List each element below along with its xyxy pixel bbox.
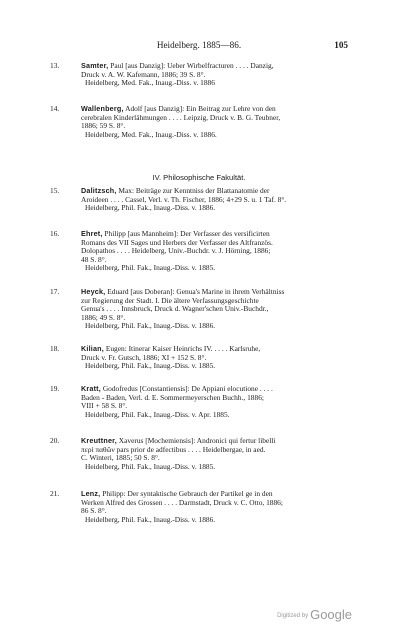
entry-text: Aroideen . . . . Cassel, Verl. v. Th. Fischer, 1886; 4+29 S. u. 1 Taf. 8°. bbox=[81, 195, 287, 204]
author-name: Heyck, bbox=[81, 288, 106, 296]
author-name: Dalitzsch, bbox=[81, 187, 117, 195]
entry-text: 1886; 49 S. 8°. bbox=[81, 313, 126, 322]
entry-text: 86 S. 8°. bbox=[81, 507, 107, 516]
entry-text: Druck v. Fr. Gutsch, 1886; XI + 152 S. 8°. bbox=[81, 353, 207, 362]
bibliography-entry bbox=[50, 187, 350, 213]
dissertation-note: Heidelberg, Phil. Fak., Inaug.-Diss. v. 1885. bbox=[85, 264, 216, 273]
entry-number: 14. bbox=[50, 104, 60, 113]
entry-text: zur Regierung der Stadt. I. Die ältere Verfassungsgeschichte bbox=[81, 296, 259, 305]
entry-text: Philipp: Der syntaktische Gebrauch der Partikel ge in den bbox=[100, 490, 273, 498]
dissertation-note: Heidelberg, Phil. Fak., Inaug.-Diss. v. 1885. bbox=[85, 362, 216, 371]
entry-text: Eduard [aus Doberan]: Genua's Marine in ihrem Verhältniss bbox=[105, 288, 285, 296]
entry-number: 15. bbox=[50, 186, 60, 195]
entry-text: Xaverus [Mochemiensis]: Andronici qui fertur libelli bbox=[116, 437, 276, 445]
section-title: IV. Philosophische Fakultät. bbox=[152, 173, 246, 182]
bibliography-entry bbox=[50, 385, 350, 419]
entry-text: 1886; 59 S. 8°. bbox=[81, 122, 126, 131]
running-header bbox=[50, 40, 348, 52]
entry-text: Philipp [aus Mannheim]: Der Verfasser des versificirten bbox=[102, 230, 270, 238]
dissertation-note: Heidelberg, Phil. Fak., Inaug.-Diss. v. Apr. 1885. bbox=[85, 410, 230, 419]
dissertation-note: Heidelberg, Phil. Fak., Inaug.-Diss. v. 1886. bbox=[85, 322, 216, 331]
entry-text: Eugen: Itinerar Kaiser Heinrichs IV. . . . . Karlsruhe, bbox=[103, 345, 261, 353]
entry-text: Genua's . . . . Innsbruck, Druck d. Wagner'schen Univ.-Buchdr., bbox=[81, 305, 269, 314]
bibliography-entry bbox=[50, 490, 350, 524]
entry-text: C. Winteri, 1885; 50 S. 8°. bbox=[81, 454, 160, 463]
bibliography-entry bbox=[50, 345, 350, 371]
entry-text: cerebralen Kinderlähmungen . . . . Leipzig, Druck v. B. G. Teubner, bbox=[81, 113, 281, 122]
watermark-prefix: Digitized by bbox=[277, 612, 309, 619]
dissertation-note: Heidelberg, Med. Fak., Inaug.-Diss. v. 1886. bbox=[85, 130, 217, 139]
bibliography-entry bbox=[50, 288, 350, 331]
bibliography-entry bbox=[50, 230, 350, 273]
dissertation-note: Heidelberg, Phil. Fak., Inaug.-Diss. v. 1886. bbox=[85, 515, 216, 524]
entry-text: Godofredus [Constantiensis]: De Appiani elocutione . . . . bbox=[100, 385, 273, 393]
entry-text: VIII + 58 S. 8°. bbox=[81, 402, 128, 411]
entry-number: 17. bbox=[50, 287, 60, 296]
digitized-watermark bbox=[277, 607, 352, 622]
entry-text: Max: Beiträge zur Kenntniss der Blattanatomie der bbox=[116, 187, 270, 195]
entry-text: Dolopathos . . . . Heidelberg, Univ.-Buchdr. v. J. Hörning, 1886; bbox=[81, 247, 271, 256]
running-title: Heidelberg. 1885—86. bbox=[156, 40, 242, 50]
entry-text: Druck v. A. W. Kafemann, 1886; 39 S. 8°. bbox=[81, 70, 206, 79]
author-name: Ehret, bbox=[81, 230, 103, 238]
watermark-brand: Google bbox=[310, 607, 352, 622]
author-name: Kreuttner, bbox=[81, 437, 117, 445]
entry-number: 16. bbox=[50, 229, 60, 238]
dissertation-note: Heidelberg, Phil. Fak., Inaug.-Diss. v. 1885. bbox=[85, 462, 216, 471]
entry-number: 18. bbox=[50, 344, 60, 353]
entry-number: 21. bbox=[50, 489, 60, 498]
author-name: Samter, bbox=[81, 62, 109, 70]
author-name: Kratt, bbox=[81, 385, 101, 393]
dissertation-note: Heidelberg, Phil. Fak., Inaug.-Diss. v. 1886. bbox=[85, 204, 216, 213]
entry-text: 48 S. 8°. bbox=[81, 255, 107, 264]
author-name: Lenz, bbox=[81, 490, 101, 498]
entry-text: Romans des VII Sages und Herbers der Verfasser des Altfranzös. bbox=[81, 238, 273, 247]
entry-text: περὶ παθῶν pars prior de adfectibus . . . . Heidelbergae, in aed. bbox=[81, 445, 266, 454]
author-name: Wallenberg, bbox=[81, 105, 124, 113]
page-number: 105 bbox=[334, 40, 348, 50]
entry-text: Paul [aus Danzig]: Ueber Wirbelfracturen . . . . Danzig, bbox=[108, 62, 274, 70]
entry-number: 20. bbox=[50, 436, 60, 445]
entry-text: Baden - Baden, Verl. d. E. Sommermeyerschen Buchh., 1886; bbox=[81, 393, 264, 402]
bibliography-entry bbox=[50, 62, 350, 88]
bibliography-entry bbox=[50, 437, 350, 471]
entry-text: Adolf [aus Danzig]: Ein Beitrag zur Lehre von den bbox=[123, 105, 276, 113]
entry-text: Werken Alfred des Grossen . . . . Darmstadt, Druck v. C. Otto, 1886; bbox=[81, 498, 283, 507]
author-name: Kilian, bbox=[81, 345, 104, 353]
bibliography-entry bbox=[50, 105, 350, 139]
entry-number: 19. bbox=[50, 384, 60, 393]
entry-number: 13. bbox=[50, 61, 60, 70]
dissertation-note: Heidelberg, Med. Fak., Inaug.-Diss. v. 1886 bbox=[85, 79, 215, 88]
